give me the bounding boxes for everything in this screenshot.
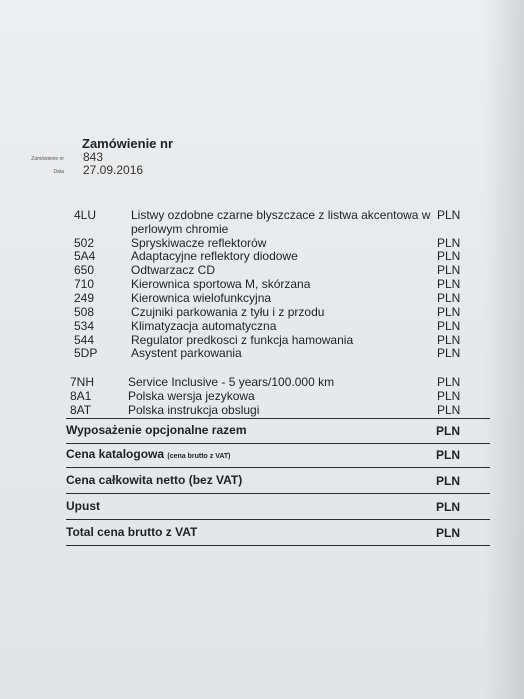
- order-number-value: 843: [83, 150, 104, 164]
- option-description-line2: perlowym chromie: [131, 222, 229, 236]
- option-code: 650: [74, 263, 95, 277]
- option-code: 4LU: [74, 208, 97, 222]
- order-number-label: Zamówienie nr: [31, 156, 64, 162]
- total-row-discount: [66, 495, 490, 520]
- option-description: Kierownica sportowa M, skórzana: [131, 277, 311, 291]
- total-currency: PLN: [436, 448, 460, 462]
- option-code: 502: [74, 236, 95, 250]
- option-currency: PLN: [437, 305, 461, 319]
- option-currency: PLN: [437, 277, 461, 291]
- option-description: Service Inclusive - 5 years/100.000 km: [128, 375, 335, 389]
- option-description: Spryskiwacze reflektorów: [131, 236, 267, 250]
- option-currency: PLN: [437, 236, 461, 250]
- option-description: Listwy ozdobne czarne blyszczace z listwa akcentowa w: [131, 208, 431, 222]
- option-description: Klimatyzacja automatyczna: [131, 319, 277, 333]
- page-title: Zamówienie nr: [82, 136, 174, 151]
- total-row-gross-price: [66, 521, 490, 546]
- option-currency: PLN: [437, 263, 461, 277]
- option-code: 710: [74, 277, 95, 291]
- date-value: 27.09.2016: [83, 163, 144, 177]
- total-label: Upust: [66, 499, 100, 513]
- option-currency: PLN: [437, 333, 461, 347]
- total-currency: PLN: [436, 424, 460, 438]
- option-description: Adaptacyjne reflektory diodowe: [131, 249, 298, 263]
- option-currency: PLN: [437, 375, 461, 389]
- option-currency: PLN: [437, 346, 461, 360]
- total-row-options: [66, 418, 490, 444]
- option-currency: PLN: [437, 208, 461, 222]
- total-currency: PLN: [436, 474, 460, 488]
- option-code: 7NH: [70, 375, 95, 389]
- total-label: Cena całkowita netto (bez VAT): [66, 473, 243, 487]
- option-description: Czujniki parkowania z tyłu i z przodu: [131, 305, 325, 319]
- option-description: Kierownica wielofunkcyjna: [131, 291, 272, 305]
- option-description: Polska wersja jezykowa: [128, 389, 255, 403]
- option-description: Regulator predkosci z funkcja hamowania: [131, 333, 354, 347]
- total-row-net-price: [66, 469, 490, 494]
- option-currency: PLN: [437, 319, 461, 333]
- option-code: 249: [74, 291, 95, 305]
- option-code: 5DP: [74, 346, 98, 360]
- option-description: Polska instrukcja obslugi: [128, 403, 260, 417]
- option-currency: PLN: [437, 403, 461, 417]
- total-currency: PLN: [436, 526, 460, 540]
- option-currency: PLN: [437, 389, 461, 403]
- total-label-text: Cena katalogowa: [66, 447, 165, 461]
- total-label: [66, 447, 231, 461]
- option-description: Asystent parkowania: [131, 346, 242, 360]
- total-row-catalog-price: [66, 443, 490, 468]
- total-label: Wyposażenie opcjonalne razem: [66, 423, 247, 437]
- paper-edge-shadow: [484, 0, 524, 699]
- option-code: 5A4: [74, 249, 96, 263]
- total-label-note: (cena brutto z VAT): [167, 453, 231, 460]
- option-code: 544: [74, 333, 95, 347]
- date-label: Data: [53, 169, 64, 175]
- option-code: 508: [74, 305, 95, 319]
- option-currency: PLN: [437, 249, 461, 263]
- total-currency: PLN: [436, 500, 460, 514]
- option-code: 8AT: [70, 403, 92, 417]
- option-currency: PLN: [437, 291, 461, 305]
- option-description: Odtwarzacz CD: [131, 263, 216, 277]
- option-code: 8A1: [70, 389, 92, 403]
- option-code: 534: [74, 319, 95, 333]
- total-label: Total cena brutto z VAT: [66, 525, 198, 539]
